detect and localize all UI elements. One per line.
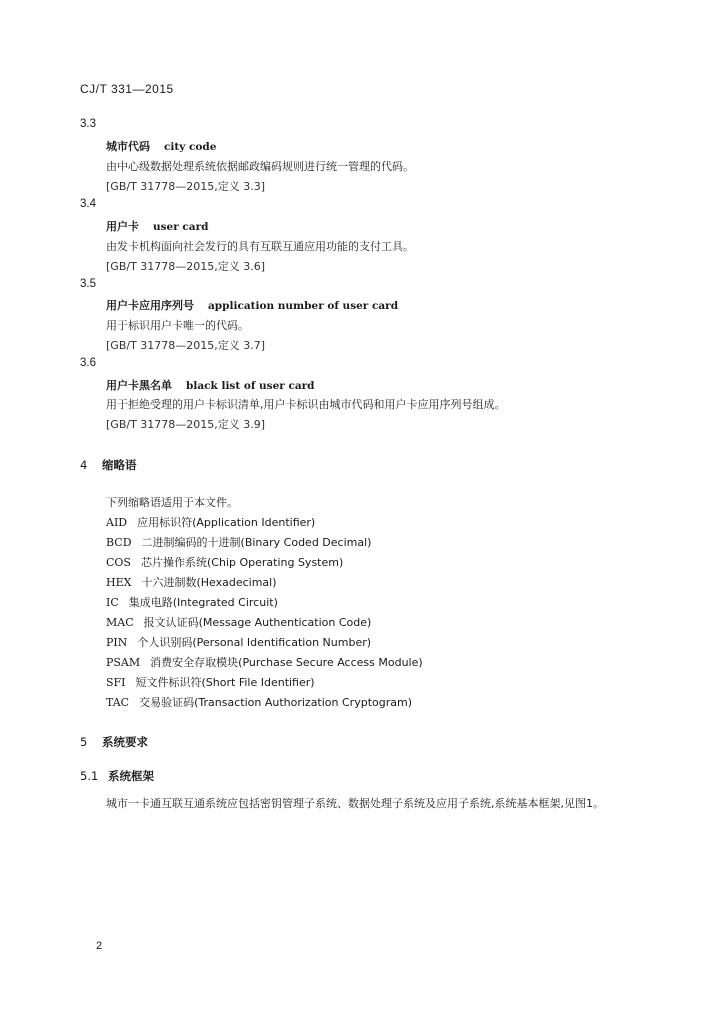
term-source: [GB/T 31778—2015,定义 3.3] xyxy=(106,180,266,193)
abbreviation-desc: 集成电路(Integrated Circuit) xyxy=(128,596,278,609)
abbreviation-intro: 下列缩略语适用于本文件。 xyxy=(106,496,238,509)
abbreviation-desc: 短文件标识符(Short File Identifier) xyxy=(135,676,315,689)
abbreviation-item xyxy=(106,694,412,710)
term-definition: 由发卡机构面向社会发行的具有互联互通应用功能的支付工具。 xyxy=(106,240,414,253)
section-number: 4 xyxy=(80,458,88,472)
abbreviation-item xyxy=(106,574,277,590)
term-definition: 用于标识用户卡唯一的代码。 xyxy=(106,319,249,332)
clause-number: 3.5 xyxy=(80,278,96,290)
term-definition: 用于拒绝受理的用户卡标识清单,用户卡标识由城市代码和用户卡应用序列号组成。 xyxy=(106,398,506,411)
clause-number: 3.6 xyxy=(80,357,96,369)
section-number: 5 xyxy=(80,735,88,749)
standard-code: CJ/T 331—2015 xyxy=(80,82,174,96)
section-heading xyxy=(80,457,137,473)
section-title: 系统要求 xyxy=(102,735,148,749)
term-en: user card xyxy=(153,221,209,233)
abbreviation-item xyxy=(106,634,371,650)
body-paragraph: 城市一卡通互联互通系统应包括密钥管理子系统、数据处理子系统及应用子系统,系统基本框架,见图1。 xyxy=(106,797,604,810)
abbreviation-item xyxy=(106,614,371,630)
term-en: black list of user card xyxy=(186,380,315,392)
term-source: [GB/T 31778—2015,定义 3.9] xyxy=(106,418,266,431)
abbreviation-code: MAC xyxy=(106,616,134,629)
term-heading xyxy=(106,218,208,234)
abbreviation-code: SFI xyxy=(106,676,126,689)
term-cn: 用户卡黑名单 xyxy=(106,379,172,392)
term-definition: 由中心级数据处理系统依据邮政编码规则进行统一管理的代码。 xyxy=(106,160,414,173)
abbreviation-desc: 交易验证码(Transaction Authorization Cryptogram) xyxy=(139,696,412,709)
term-en: application number of user card xyxy=(208,300,399,312)
term-cn: 城市代码 xyxy=(106,140,150,153)
term-source: [GB/T 31778—2015,定义 3.6] xyxy=(106,260,266,273)
abbreviation-desc: 消费安全存取模块(Purchase Secure Access Module) xyxy=(150,656,423,669)
abbreviation-code: AID xyxy=(106,516,128,529)
term-cn: 用户卡应用序列号 xyxy=(106,299,194,312)
abbreviation-desc: 十六进制数(Hexadecimal) xyxy=(141,576,277,589)
abbreviation-desc: 个人识别码(Personal Identification Number) xyxy=(137,636,372,649)
abbreviation-code: COS xyxy=(106,556,131,569)
section-heading xyxy=(80,734,148,750)
abbreviation-item xyxy=(106,674,315,690)
abbreviation-item xyxy=(106,534,371,550)
abbreviation-code: PSAM xyxy=(106,656,141,669)
abbreviation-desc: 应用标识符(Application Identifier) xyxy=(137,516,316,529)
page-number: 2 xyxy=(96,940,103,952)
section-title: 缩略语 xyxy=(102,458,137,472)
abbreviation-code: HEX xyxy=(106,576,132,589)
abbreviation-item xyxy=(106,554,343,570)
clause-number: 3.4 xyxy=(80,198,96,210)
abbreviation-desc: 芯片操作系统(Chip Operating System) xyxy=(140,556,344,569)
subsection-title: 系统框架 xyxy=(108,769,154,783)
term-source: [GB/T 31778—2015,定义 3.7] xyxy=(106,339,266,352)
abbreviation-item xyxy=(106,654,423,670)
term-heading xyxy=(106,377,315,393)
abbreviation-code: BCD xyxy=(106,536,132,549)
term-cn: 用户卡 xyxy=(106,220,139,233)
abbreviation-desc: 二进制编码的十进制(Binary Coded Decimal) xyxy=(141,536,372,549)
abbreviation-code: IC xyxy=(106,596,119,609)
abbreviation-item xyxy=(106,594,278,610)
abbreviation-item xyxy=(106,514,315,530)
term-en: city code xyxy=(164,141,217,153)
subsection-number: 5.1 xyxy=(80,769,99,783)
clause-number: 3.3 xyxy=(80,118,96,130)
term-heading xyxy=(106,138,216,154)
abbreviation-code: PIN xyxy=(106,636,128,649)
term-heading xyxy=(106,297,398,313)
subsection-heading xyxy=(80,768,154,784)
abbreviation-code: TAC xyxy=(106,696,130,709)
abbreviation-desc: 报文认证码(Message Authentication Code) xyxy=(143,616,372,629)
